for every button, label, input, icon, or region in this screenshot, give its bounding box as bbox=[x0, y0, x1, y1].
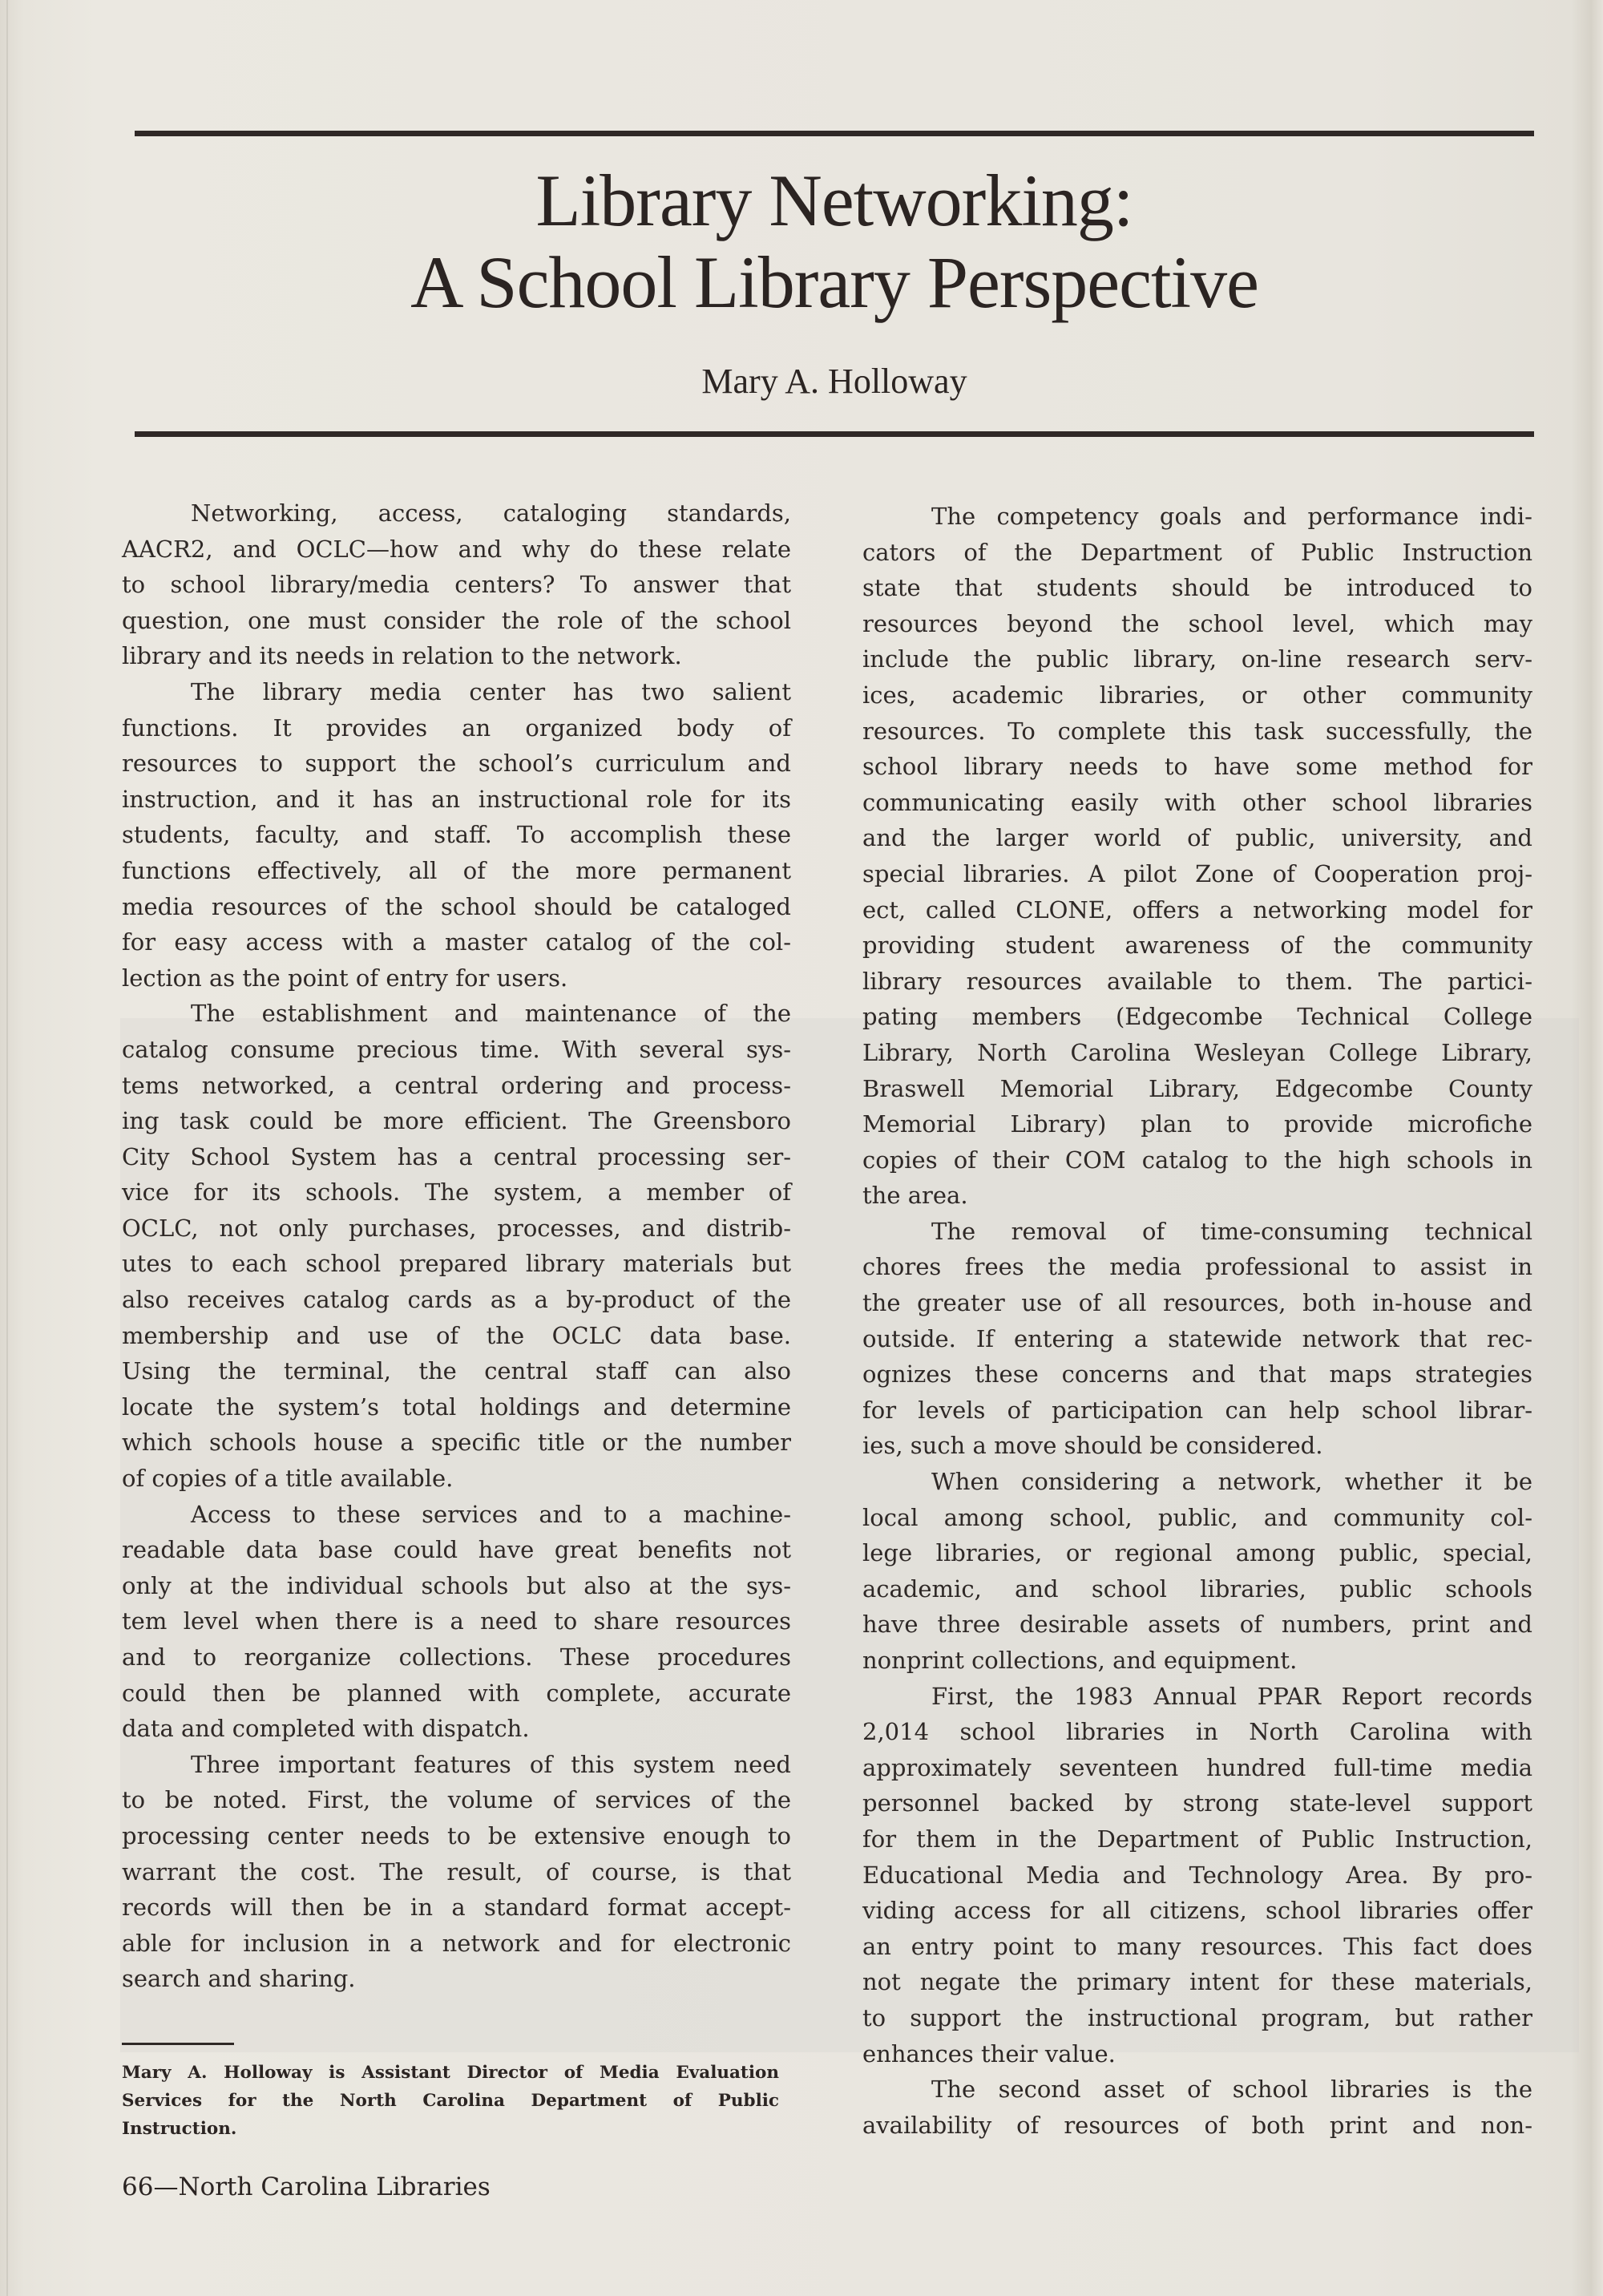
text-line: The competency goals and performance indi- bbox=[931, 503, 1532, 530]
text-line: ect, called CLONE, offers a networking model for bbox=[862, 895, 1532, 924]
text-line: outside. If entering a statewide network that rec- bbox=[862, 1324, 1532, 1352]
title-rule-bottom bbox=[135, 431, 1534, 437]
left-column bbox=[122, 495, 791, 1997]
footnote-line: Mary A. Holloway is Assistant Director of Media Evaluation bbox=[122, 2063, 779, 2083]
text-line: warrant the cost. The result, of course, is that bbox=[122, 1857, 791, 1886]
text-line: OCLC, not only purchases, processes, and distrib- bbox=[122, 1214, 791, 1242]
text-line: vice for its schools. The system, a member of bbox=[122, 1178, 791, 1207]
text-line: students, faculty, and staff. To accomplish these bbox=[122, 821, 791, 849]
right-column bbox=[862, 499, 1532, 2143]
text-line: resources to support the school’s curriculum and bbox=[122, 750, 791, 778]
text-line: which schools house a specific title or the number bbox=[122, 1429, 791, 1457]
text-line: resources. To complete this task successfully, the bbox=[862, 717, 1532, 745]
text-line: and the larger world of public, university, and bbox=[862, 824, 1532, 852]
text-line: an entry point to many resources. This fact does bbox=[862, 1932, 1532, 1960]
text-line: special libraries. A pilot Zone of Cooperation proj- bbox=[862, 859, 1532, 887]
text-line: search and sharing. bbox=[122, 1965, 356, 1993]
text-line: lege libraries, or regional among public, special, bbox=[862, 1539, 1532, 1567]
text-line: cators of the Department of Public Instruction bbox=[862, 538, 1532, 566]
text-line: nonprint collections, and equipment. bbox=[862, 1647, 1298, 1674]
text-line: personnel backed by strong state-level support bbox=[862, 1789, 1532, 1817]
paragraph-second-asset bbox=[862, 2072, 1532, 2143]
text-line: data and completed with dispatch. bbox=[122, 1715, 530, 1743]
text-line: functions effectively, all of the more permanent bbox=[122, 856, 791, 884]
text-line: Memorial Library) plan to provide microfiche bbox=[862, 1110, 1532, 1138]
title-rule-top bbox=[135, 131, 1534, 136]
text-line: The second asset of school libraries is the bbox=[931, 2076, 1532, 2104]
text-line: library and its needs in relation to the network. bbox=[122, 642, 682, 670]
paragraph-catalog bbox=[122, 996, 791, 1496]
paragraph-features bbox=[122, 1747, 791, 1997]
text-line: functions. It provides an organized body of bbox=[122, 713, 791, 742]
text-line: tems networked, a central ordering and process- bbox=[122, 1071, 791, 1099]
paragraph-media-center bbox=[122, 674, 791, 996]
text-line: catalog consume precious time. With several sys- bbox=[122, 1035, 791, 1063]
footnote-line: Services for the North Carolina Department of Public bbox=[122, 2091, 779, 2111]
text-line: for levels of participation can help school librar- bbox=[862, 1396, 1532, 1424]
paragraph-intro bbox=[122, 495, 791, 674]
text-line: When considering a network, whether it be bbox=[931, 1468, 1532, 1496]
author-byline: Mary A. Holloway bbox=[701, 362, 967, 401]
text-line: also receives catalog cards as a by-product of the bbox=[122, 1286, 791, 1314]
text-line: to school library/media centers? To answer that bbox=[122, 571, 791, 599]
text-line: pating members (Edgecombe Technical College bbox=[862, 1003, 1532, 1031]
text-line: local among school, public, and community col- bbox=[862, 1503, 1532, 1531]
text-line: AACR2, and OCLC—how and why do these relate bbox=[122, 535, 791, 563]
text-line: include the public library, on-line research serv- bbox=[862, 645, 1532, 673]
text-line: The removal of time-consuming technical bbox=[931, 1217, 1532, 1245]
text-line: utes to each school prepared library materials but bbox=[122, 1250, 791, 1278]
text-line: library resources available to them. The partici- bbox=[862, 967, 1532, 995]
text-line: locate the system’s total holdings and determine bbox=[122, 1393, 791, 1421]
text-line: have three desirable assets of numbers, print and bbox=[862, 1611, 1532, 1639]
text-line: school library needs to have some method for bbox=[862, 753, 1532, 781]
paragraph-network bbox=[862, 1464, 1532, 1679]
text-line: resources beyond the school level, which may bbox=[862, 609, 1532, 637]
paragraph-competency bbox=[862, 499, 1532, 1214]
text-line: for them in the Department of Public Instruction, bbox=[862, 1825, 1532, 1853]
text-line: academic, and school libraries, public schools bbox=[862, 1574, 1532, 1603]
text-line: ing task could be more efficient. The Greensboro bbox=[122, 1107, 791, 1135]
text-line: Access to these services and to a machine- bbox=[191, 1500, 791, 1528]
text-line: state that students should be introduced to bbox=[862, 574, 1532, 602]
text-line: approximately seventeen hundred full-time media bbox=[862, 1753, 1532, 1781]
text-line: tem level when there is a need to share resources bbox=[122, 1607, 791, 1635]
text-line: the area. bbox=[862, 1182, 968, 1210]
text-line: not negate the primary intent for these materials, bbox=[862, 1968, 1532, 1996]
text-line: the greater use of all resources, both in-house and bbox=[862, 1289, 1532, 1317]
text-line: First, the 1983 Annual PPAR Report records bbox=[931, 1682, 1532, 1710]
title-line-1: Library Networking: bbox=[535, 160, 1133, 241]
text-line: Braswell Memorial Library, Edgecombe County bbox=[862, 1074, 1532, 1102]
text-line: The establishment and maintenance of the bbox=[191, 1000, 791, 1028]
author-footnote bbox=[122, 2059, 779, 2143]
footnote-rule bbox=[122, 2043, 234, 2045]
text-line: only at the individual schools but also at the sys- bbox=[122, 1571, 791, 1599]
text-line: to be noted. First, the volume of services of the bbox=[122, 1786, 791, 1814]
text-line: able for inclusion in a network and for electronic bbox=[122, 1929, 791, 1957]
text-line: City School System has a central processing ser- bbox=[122, 1142, 791, 1170]
paragraph-removal bbox=[862, 1214, 1532, 1464]
text-line: ices, academic libraries, or other community bbox=[862, 681, 1532, 709]
text-line: communicating easily with other school libraries bbox=[862, 788, 1532, 816]
text-line: Networking, access, cataloging standards, bbox=[191, 499, 791, 527]
text-line: processing center needs to be extensive enough to bbox=[122, 1821, 791, 1849]
text-line: could then be planned with complete, accurate bbox=[122, 1679, 791, 1707]
page-folio: 66—North Carolina Libraries bbox=[122, 2173, 491, 2201]
text-line: media resources of the school should be cataloged bbox=[122, 892, 791, 920]
text-line: and to reorganize collections. These procedures bbox=[122, 1643, 791, 1671]
text-line: readable data base could have great benefits not bbox=[122, 1536, 791, 1564]
text-line: chores frees the media professional to assist in bbox=[862, 1253, 1532, 1281]
paragraph-ppar bbox=[862, 1679, 1532, 2072]
text-line: ognizes these concerns and that maps strategies bbox=[862, 1360, 1532, 1389]
text-line: to support the instructional program, but rather bbox=[862, 2003, 1532, 2031]
text-line: records will then be in a standard format accept- bbox=[122, 1894, 791, 1922]
text-line: enhances their value. bbox=[862, 2039, 1116, 2068]
text-line: instruction, and it has an instructional role for its bbox=[122, 785, 791, 813]
text-line: for easy access with a master catalog of the col- bbox=[122, 928, 791, 956]
title-line-2: A School Library Perspective bbox=[410, 241, 1258, 323]
text-line: Using the terminal, the central staff can also bbox=[122, 1357, 791, 1385]
text-line: 2,014 school libraries in North Carolina with bbox=[862, 1718, 1532, 1746]
paragraph-access bbox=[122, 1497, 791, 1747]
text-line: The library media center has two salient bbox=[191, 677, 791, 705]
text-line: viding access for all citizens, school libraries offer bbox=[862, 1897, 1532, 1925]
text-line: lection as the point of entry for users. bbox=[122, 964, 568, 992]
text-line: of copies of a title available. bbox=[122, 1465, 454, 1493]
text-line: membership and use of the OCLC data base. bbox=[122, 1321, 791, 1349]
text-line: availability of resources of both print and non- bbox=[862, 2111, 1532, 2139]
text-line: ies, such a move should be considered. bbox=[862, 1432, 1323, 1460]
text-line: Library, North Carolina Wesleyan College Library, bbox=[862, 1038, 1532, 1066]
text-line: Three important features of this system need bbox=[191, 1750, 791, 1778]
footnote-line: Instruction. bbox=[122, 2119, 237, 2139]
text-line: Educational Media and Technology Area. By pro- bbox=[862, 1861, 1532, 1889]
text-line: question, one must consider the role of the school bbox=[122, 606, 791, 634]
text-line: copies of their COM catalog to the high schools in bbox=[862, 1146, 1532, 1174]
text-line: providing student awareness of the community bbox=[862, 932, 1532, 960]
